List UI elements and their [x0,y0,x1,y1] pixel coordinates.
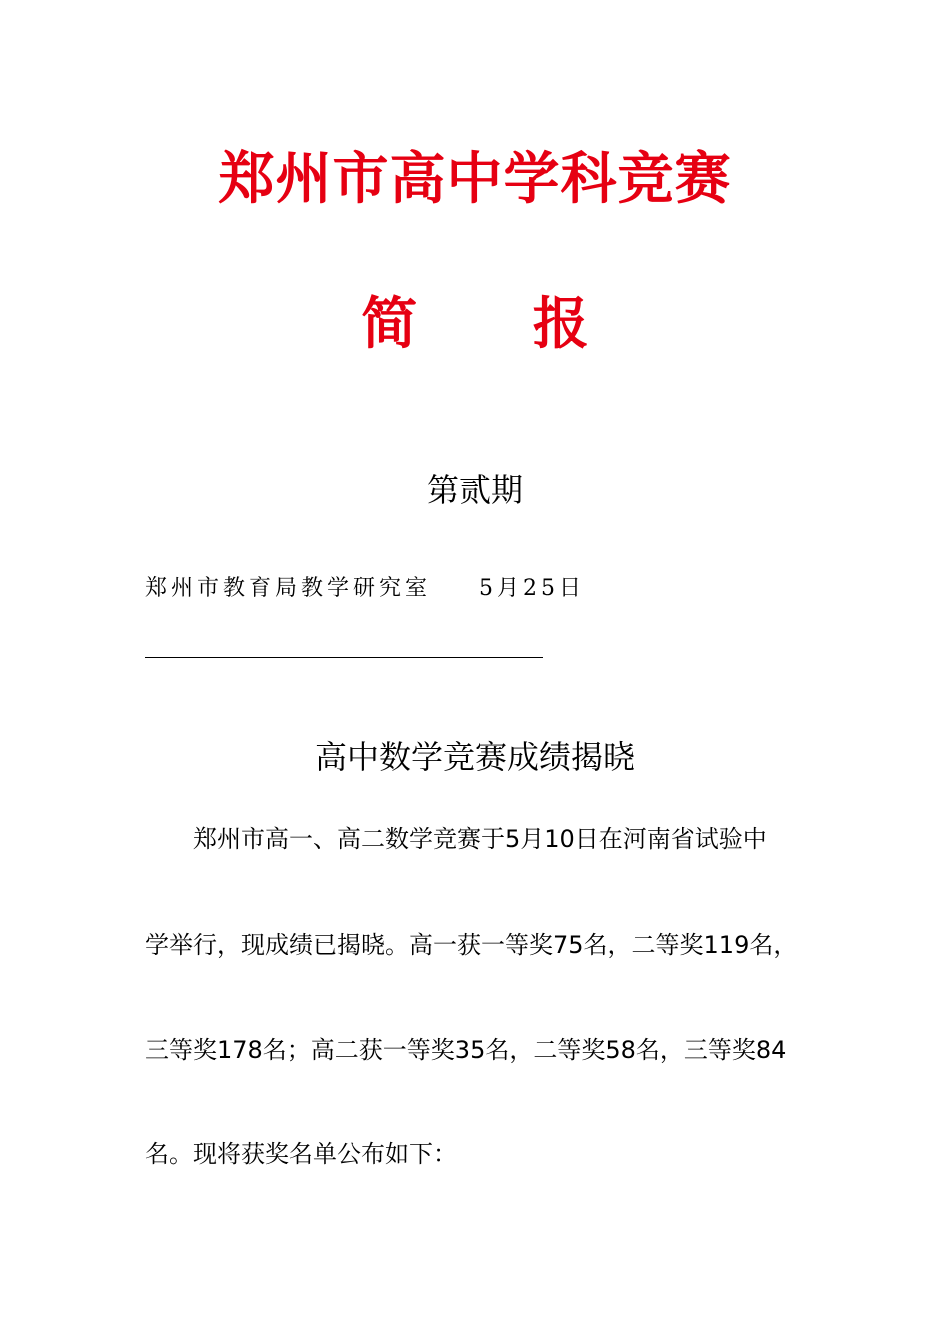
article-title: 高中数学竞赛成绩揭晓 [314,738,635,776]
publisher-line [145,574,585,604]
article-line-text: 郑州市高一、高二数学竞赛于5月10日在河南省试验中 [193,825,767,853]
article-line-2 [145,928,810,962]
article-line-text: 名。现将获奖名单公布如下： [145,1140,457,1168]
article-line-text: 学举行，现成绩已揭晓。高一获一等奖75名，二等奖119名， [145,931,798,959]
article-line-text: 三等奖178名；高二获一等奖35名，二等奖58名，三等奖84 [145,1036,787,1064]
divider-line [145,657,543,658]
article-line-1 [145,822,858,856]
issue-number: 第贰期 [426,471,523,509]
bulletin-subtitle: 简 报 [361,291,637,357]
article-line-3 [145,1033,810,1067]
article-line-4 [145,1137,810,1171]
publish-date: 5月25日 [479,576,586,601]
publisher-name: 郑州市教育局教学研究室 [145,576,432,601]
bulletin-title: 郑州市高中学科竞赛 [218,146,732,212]
